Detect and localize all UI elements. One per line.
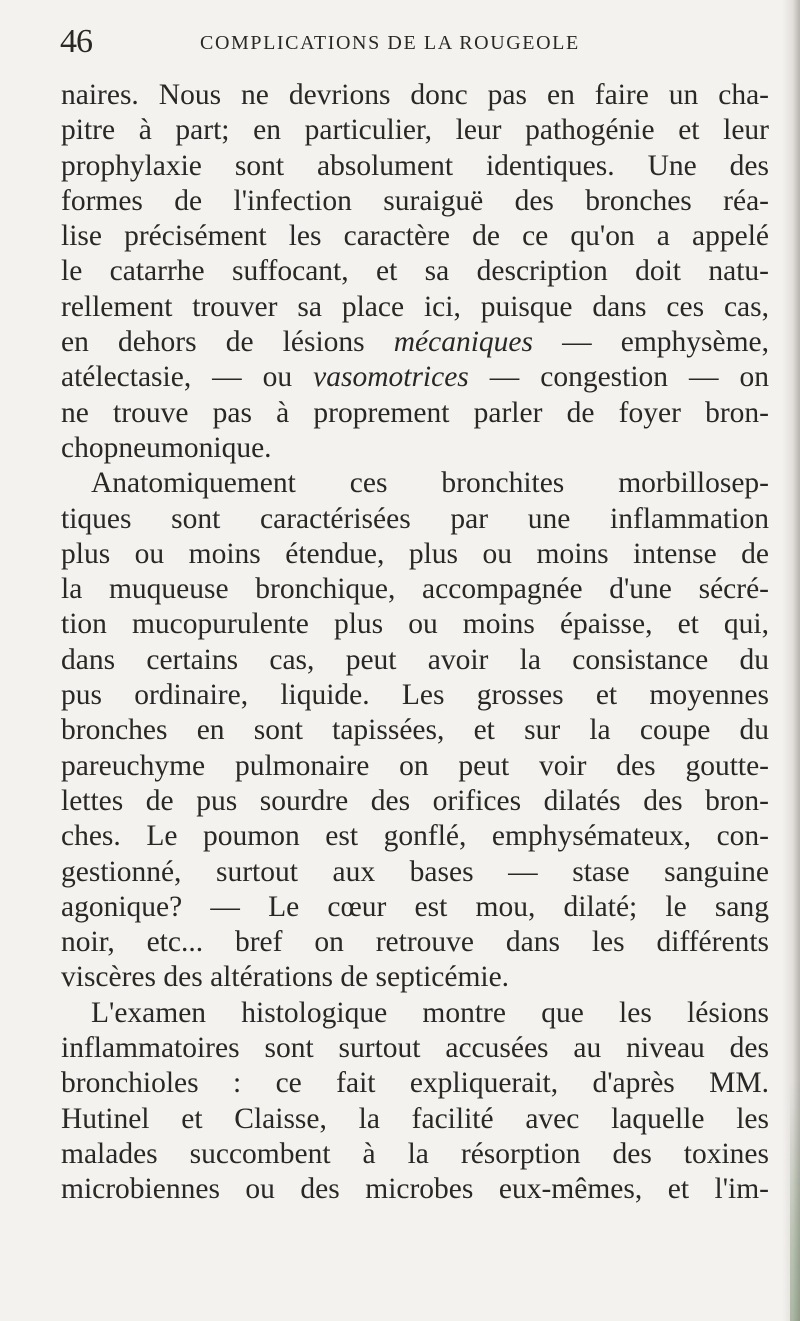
page-header [60, 22, 760, 62]
text-line: microbiennes ou des microbes eux-mêmes, et l'im- [61, 1173, 769, 1206]
text-line: agonique? — Le cœur est mou, dilaté; le sang [61, 890, 769, 923]
text-line: pus ordinaire, liquide. Les grosses et moyennes [61, 679, 769, 712]
text-line: bronches en sont tapissées, et sur la coupe du [61, 714, 769, 747]
italic-term: mécaniques [393, 326, 533, 359]
text-line: tiques sont caractérisées par une inflammation [61, 502, 769, 535]
text-line-segment: atélectasie, — ou [61, 361, 314, 394]
text-line: chopneumonique. [61, 431, 272, 464]
text-line: lettes de pus sourdre des orifices dilatés des bron- [61, 784, 769, 817]
text-line [61, 360, 769, 395]
text-line: la muqueuse bronchique, accompagnée d'une sécré- [61, 573, 769, 606]
body-text [61, 78, 769, 1208]
text-line: dans certains cas, peut avoir la consistance du [61, 643, 769, 676]
text-line: L'examen histologique montre que les lésions [91, 996, 769, 1029]
text-line: bronchioles : ce fait expliquerait, d'après MM. [61, 1067, 769, 1100]
italic-term: vasomotrices [313, 361, 469, 394]
page-number: 46 [60, 23, 92, 60]
text-line: gestionné, surtout aux bases — stase sanguine [61, 855, 769, 888]
text-line-segment: — emphysème, [533, 326, 769, 359]
text-line: Hutinel et Claisse, la facilité avec laquelle les [61, 1102, 769, 1135]
text-line: pareuchyme pulmonaire on peut voir des goutte- [61, 749, 769, 782]
text-line: plus ou moins étendue, plus ou moins intense de [61, 537, 769, 570]
running-head: COMPLICATIONS DE LA ROUGEOLE [200, 32, 580, 54]
text-line-segment: en dehors de lésions [61, 326, 394, 359]
text-line: ne trouve pas à proprement parler de foyer bron- [61, 396, 769, 429]
page-edge-stain [790, 1081, 800, 1321]
text-line: tion mucopurulente plus ou moins épaisse, et qui, [61, 608, 769, 641]
text-line: rellement trouver sa place ici, puisque dans ces cas, [61, 290, 769, 323]
text-line: formes de l'infection suraiguë des bronches réa- [61, 184, 769, 217]
text-line: lise précisément les caractère de ce qu'on a appelé [61, 220, 769, 253]
text-line-segment: — congestion — on [468, 361, 769, 394]
text-line: pitre à part; en particulier, leur pathogénie et leur [61, 114, 769, 147]
text-line: le catarrhe suffocant, et sa description doit natu- [61, 255, 769, 288]
text-line: viscères des altérations de septicémie. [61, 961, 510, 994]
text-line [61, 325, 769, 360]
text-line: prophylaxie sont absolument identiques. Une des [61, 149, 769, 182]
text-line: ches. Le poumon est gonflé, emphysémateux, con- [61, 820, 769, 853]
text-line: malades succombent à la résorption des toxines [61, 1137, 769, 1170]
text-line: noir, etc... bref on retrouve dans les différents [61, 926, 769, 959]
text-line: inflammatoires sont surtout accusées au niveau des [61, 1032, 769, 1065]
text-line: Anatomiquement ces bronchites morbillosep- [91, 467, 769, 500]
text-line: naires. Nous ne devrions donc pas en faire un cha- [61, 79, 769, 111]
